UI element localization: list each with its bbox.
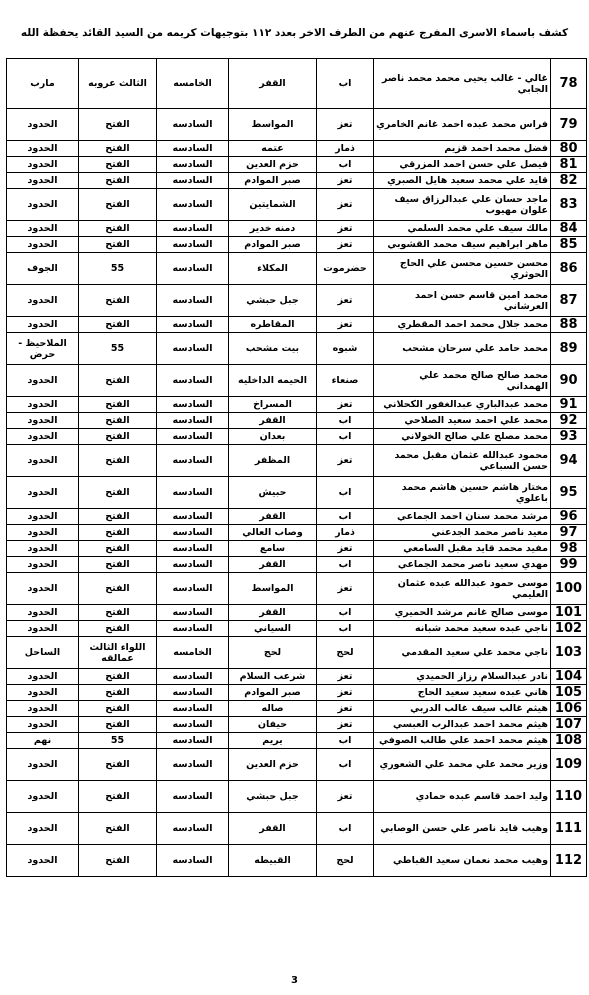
governorate-cell: تعز — [317, 717, 374, 733]
row-number-cell: 79 — [551, 109, 587, 141]
table-row — [7, 141, 587, 157]
district-cell: صبر الموادم — [229, 173, 317, 189]
front-cell: الحدود — [7, 109, 79, 141]
governorate-cell: لحج — [317, 845, 374, 877]
column-6-cell: الفتح — [79, 237, 157, 253]
front-cell: الحدود — [7, 477, 79, 509]
table-row — [7, 173, 587, 189]
front-cell: الملاحيظ - حرض — [7, 333, 79, 365]
prisoner-name-cell: نادر عبدالسلام رزاز الحميدي — [374, 669, 551, 685]
district-cell: حزم العدين — [229, 157, 317, 173]
governorate-cell: تعز — [317, 685, 374, 701]
district-cell: صبر الموادم — [229, 237, 317, 253]
row-number-cell: 92 — [551, 413, 587, 429]
front-cell: الحدود — [7, 669, 79, 685]
prisoner-name-cell: وليد احمد قاسم عبده حمادي — [374, 781, 551, 813]
front-cell: الحدود — [7, 397, 79, 413]
column-6-cell: الفتح — [79, 717, 157, 733]
table-row — [7, 605, 587, 621]
district-cell: المكلاء — [229, 253, 317, 285]
column-5-cell: السادسه — [157, 173, 229, 189]
district-cell: القفر — [229, 59, 317, 109]
document-title: كشف باسماء الاسرى المفرج عنهم من الطرف الاخر بعدد ١١٢ بتوجيهات كريمه من السيد القائد يحفظة الله — [20, 27, 569, 39]
front-cell: الحدود — [7, 717, 79, 733]
column-6-cell: الفتح — [79, 365, 157, 397]
table-row — [7, 253, 587, 285]
prisoner-name-cell: محمود عبدالله عثمان مقبل محمد حسن السباعي — [374, 445, 551, 477]
governorate-cell: تعز — [317, 397, 374, 413]
row-number-cell: 91 — [551, 397, 587, 413]
row-number-cell: 90 — [551, 365, 587, 397]
column-6-cell: الفتح — [79, 285, 157, 317]
row-number-cell: 96 — [551, 509, 587, 525]
row-number-cell: 80 — [551, 141, 587, 157]
front-cell: الحدود — [7, 621, 79, 637]
governorate-cell: تعز — [317, 669, 374, 685]
table-row — [7, 781, 587, 813]
column-5-cell: السادسه — [157, 333, 229, 365]
column-5-cell: السادسه — [157, 413, 229, 429]
prisoner-name-cell: مختار هاشم حسين هاشم محمد باعلوي — [374, 477, 551, 509]
district-cell: القبيطه — [229, 845, 317, 877]
row-number-cell: 84 — [551, 221, 587, 237]
prisoner-name-cell: محمد جلال محمد احمد المقطري — [374, 317, 551, 333]
table-row — [7, 621, 587, 637]
district-cell: الشمايتين — [229, 189, 317, 221]
district-cell: صاله — [229, 701, 317, 717]
row-number-cell: 103 — [551, 637, 587, 669]
district-cell: بعدان — [229, 429, 317, 445]
column-5-cell: السادسه — [157, 813, 229, 845]
district-cell: القفر — [229, 813, 317, 845]
table-row — [7, 59, 587, 109]
district-cell: السياني — [229, 621, 317, 637]
column-6-cell: الفتح — [79, 701, 157, 717]
district-cell: يريم — [229, 733, 317, 749]
district-cell: جبل حبشي — [229, 781, 317, 813]
front-cell: الحدود — [7, 429, 79, 445]
table-row — [7, 477, 587, 509]
column-6-cell: الفتح — [79, 813, 157, 845]
prisoner-name-cell: هاني عبده سعيد سعيد الحاج — [374, 685, 551, 701]
row-number-cell: 109 — [551, 749, 587, 781]
prisoner-name-cell: غالي - غالب يحيى محمد محمد ناصر الجابي — [374, 59, 551, 109]
row-number-cell: 89 — [551, 333, 587, 365]
row-number-cell: 88 — [551, 317, 587, 333]
district-cell: المواسط — [229, 573, 317, 605]
column-5-cell: السادسه — [157, 605, 229, 621]
governorate-cell: تعز — [317, 109, 374, 141]
prisoner-name-cell: ماهر ابراهيم سيف محمد القشوبي — [374, 237, 551, 253]
column-5-cell: السادسه — [157, 189, 229, 221]
table-row — [7, 333, 587, 365]
prisoner-name-cell: ماجد حسان علي عبدالرزاق سيف علوان مهيوب — [374, 189, 551, 221]
column-5-cell: السادسه — [157, 509, 229, 525]
row-number-cell: 85 — [551, 237, 587, 253]
front-cell: الجوف — [7, 253, 79, 285]
prisoner-name-cell: قايد علي محمد سعيد هايل الصبري — [374, 173, 551, 189]
prisoner-name-cell: فضل محمد احمد قزيم — [374, 141, 551, 157]
column-6-cell: الفتح — [79, 557, 157, 573]
column-5-cell: السادسه — [157, 541, 229, 557]
front-cell: الحدود — [7, 845, 79, 877]
table-row — [7, 701, 587, 717]
row-number-cell: 108 — [551, 733, 587, 749]
table-row — [7, 525, 587, 541]
prisoner-name-cell: موسى حمود عبدالله عبده عثمان العليمي — [374, 573, 551, 605]
governorate-cell: اب — [317, 621, 374, 637]
governorate-cell: تعز — [317, 285, 374, 317]
column-6-cell: الفتح — [79, 429, 157, 445]
row-number-cell: 100 — [551, 573, 587, 605]
front-cell: الحدود — [7, 221, 79, 237]
column-5-cell: السادسه — [157, 749, 229, 781]
column-6-cell: الفتح — [79, 621, 157, 637]
front-cell: الحدود — [7, 605, 79, 621]
prisoner-name-cell: محمد علي احمد سعيد الصلاحي — [374, 413, 551, 429]
district-cell: المقاطره — [229, 317, 317, 333]
front-cell: الحدود — [7, 781, 79, 813]
district-cell: القفر — [229, 557, 317, 573]
front-cell: الحدود — [7, 509, 79, 525]
governorate-cell: شبوه — [317, 333, 374, 365]
column-5-cell: السادسه — [157, 733, 229, 749]
table-body — [7, 59, 587, 877]
table-row — [7, 509, 587, 525]
column-6-cell: الفتح — [79, 573, 157, 605]
column-6-cell: اللواء الثالث عمالقه — [79, 637, 157, 669]
front-cell: الحدود — [7, 141, 79, 157]
row-number-cell: 111 — [551, 813, 587, 845]
row-number-cell: 101 — [551, 605, 587, 621]
table-row — [7, 813, 587, 845]
row-number-cell: 78 — [551, 59, 587, 109]
front-cell: الحدود — [7, 749, 79, 781]
column-5-cell: السادسه — [157, 717, 229, 733]
district-cell: المسراخ — [229, 397, 317, 413]
column-5-cell: السادسه — [157, 365, 229, 397]
prisoner-name-cell: محمد مصلح علي صالح الخولاني — [374, 429, 551, 445]
governorate-cell: صنعاء — [317, 365, 374, 397]
row-number-cell: 106 — [551, 701, 587, 717]
column-5-cell: السادسه — [157, 477, 229, 509]
table-row — [7, 445, 587, 477]
column-6-cell: الفتح — [79, 605, 157, 621]
prisoner-name-cell: ناجي عبده سعيد محمد شبانه — [374, 621, 551, 637]
column-5-cell: السادسه — [157, 781, 229, 813]
table-row — [7, 157, 587, 173]
column-5-cell: الخامسه — [157, 637, 229, 669]
row-number-cell: 98 — [551, 541, 587, 557]
column-5-cell: السادسه — [157, 221, 229, 237]
governorate-cell: تعز — [317, 541, 374, 557]
governorate-cell: لحج — [317, 637, 374, 669]
column-6-cell: الفتح — [79, 189, 157, 221]
governorate-cell: اب — [317, 509, 374, 525]
district-cell: بيت مشحب — [229, 333, 317, 365]
column-6-cell: الفتح — [79, 845, 157, 877]
table-row — [7, 717, 587, 733]
column-6-cell: الفتح — [79, 109, 157, 141]
column-6-cell: 55 — [79, 733, 157, 749]
column-5-cell: السادسه — [157, 157, 229, 173]
table-row — [7, 541, 587, 557]
district-cell: المظفر — [229, 445, 317, 477]
table-row — [7, 397, 587, 413]
column-5-cell: السادسه — [157, 557, 229, 573]
row-number-cell: 107 — [551, 717, 587, 733]
column-6-cell: الفتح — [79, 157, 157, 173]
column-6-cell: الفتح — [79, 781, 157, 813]
governorate-cell: اب — [317, 413, 374, 429]
front-cell: الحدود — [7, 189, 79, 221]
front-cell: الحدود — [7, 557, 79, 573]
column-6-cell: الفتح — [79, 173, 157, 189]
column-6-cell: الفتح — [79, 525, 157, 541]
row-number-cell: 94 — [551, 445, 587, 477]
prisoner-name-cell: وهيب قايد ناصر علي حسن الوصابي — [374, 813, 551, 845]
front-cell: الحدود — [7, 237, 79, 253]
row-number-cell: 81 — [551, 157, 587, 173]
table-row — [7, 365, 587, 397]
column-5-cell: السادسه — [157, 621, 229, 637]
table-row — [7, 845, 587, 877]
district-cell: حيفان — [229, 717, 317, 733]
column-6-cell: الفتح — [79, 141, 157, 157]
row-number-cell: 87 — [551, 285, 587, 317]
table-row — [7, 573, 587, 605]
row-number-cell: 86 — [551, 253, 587, 285]
governorate-cell: تعز — [317, 317, 374, 333]
table-row — [7, 221, 587, 237]
row-number-cell: 95 — [551, 477, 587, 509]
column-5-cell: السادسه — [157, 573, 229, 605]
prisoner-name-cell: مفيد محمد قايد مقبل السامعي — [374, 541, 551, 557]
governorate-cell: اب — [317, 429, 374, 445]
governorate-cell: تعز — [317, 701, 374, 717]
prisoner-name-cell: محمد امين قاسم حسن احمد العرشاني — [374, 285, 551, 317]
prisoner-name-cell: محمد صالح صالح محمد علي الهمداني — [374, 365, 551, 397]
table-row — [7, 685, 587, 701]
front-cell: الحدود — [7, 285, 79, 317]
column-5-cell: السادسه — [157, 429, 229, 445]
column-6-cell: الفتح — [79, 397, 157, 413]
column-6-cell: 55 — [79, 253, 157, 285]
district-cell: القفر — [229, 509, 317, 525]
column-6-cell: الفتح — [79, 685, 157, 701]
column-6-cell: الفتح — [79, 413, 157, 429]
row-number-cell: 83 — [551, 189, 587, 221]
column-6-cell: الثالث عروبه — [79, 59, 157, 109]
row-number-cell: 102 — [551, 621, 587, 637]
governorate-cell: اب — [317, 813, 374, 845]
prisoner-name-cell: مرشد محمد سنان احمد الجماعي — [374, 509, 551, 525]
column-6-cell: الفتح — [79, 445, 157, 477]
column-6-cell: الفتح — [79, 509, 157, 525]
column-6-cell: الفتح — [79, 221, 157, 237]
table-row — [7, 557, 587, 573]
front-cell: الحدود — [7, 317, 79, 333]
column-5-cell: السادسه — [157, 525, 229, 541]
prisoner-name-cell: محسن حسين محسن علي الحاج الحوثري — [374, 253, 551, 285]
governorate-cell: حضرموت — [317, 253, 374, 285]
row-number-cell: 93 — [551, 429, 587, 445]
district-cell: حبيش — [229, 477, 317, 509]
district-cell: دمنه خدير — [229, 221, 317, 237]
table-row — [7, 317, 587, 333]
governorate-cell: ذمار — [317, 525, 374, 541]
column-6-cell: الفتح — [79, 669, 157, 685]
table-row — [7, 237, 587, 253]
front-cell: الحدود — [7, 525, 79, 541]
district-cell: عتمه — [229, 141, 317, 157]
row-number-cell: 97 — [551, 525, 587, 541]
front-cell: الحدود — [7, 813, 79, 845]
column-5-cell: السادسه — [157, 701, 229, 717]
column-5-cell: السادسه — [157, 685, 229, 701]
front-cell: الحدود — [7, 157, 79, 173]
district-cell: القفر — [229, 605, 317, 621]
front-cell: الحدود — [7, 685, 79, 701]
governorate-cell: تعز — [317, 237, 374, 253]
district-cell: القفر — [229, 413, 317, 429]
prisoner-name-cell: محمد عبدالباري عبدالغفور الكحلاني — [374, 397, 551, 413]
column-5-cell: السادسه — [157, 237, 229, 253]
page-number: 3 — [291, 975, 298, 986]
table-row — [7, 669, 587, 685]
column-5-cell: السادسه — [157, 109, 229, 141]
prisoner-name-cell: وهيب محمد نعمان سعيد القباطي — [374, 845, 551, 877]
prisoner-name-cell: هيثم محمد احمد علي طالب الصوفي — [374, 733, 551, 749]
front-cell: الحدود — [7, 445, 79, 477]
front-cell: مارب — [7, 59, 79, 109]
column-5-cell: الخامسه — [157, 59, 229, 109]
row-number-cell: 110 — [551, 781, 587, 813]
district-cell: حزم العدين — [229, 749, 317, 781]
front-cell: الحدود — [7, 701, 79, 717]
district-cell: المواسط — [229, 109, 317, 141]
prisoner-name-cell: معيد ناصر محمد الجدعني — [374, 525, 551, 541]
district-cell: الحيمه الداخليه — [229, 365, 317, 397]
governorate-cell: اب — [317, 749, 374, 781]
governorate-cell: اب — [317, 557, 374, 573]
prisoner-name-cell: محمد حامد علي سرحان مشحب — [374, 333, 551, 365]
district-cell: شرعب السلام — [229, 669, 317, 685]
column-6-cell: الفتح — [79, 749, 157, 781]
column-5-cell: السادسه — [157, 845, 229, 877]
district-cell: لحج — [229, 637, 317, 669]
front-cell: الحدود — [7, 413, 79, 429]
table-row — [7, 429, 587, 445]
row-number-cell: 104 — [551, 669, 587, 685]
district-cell: جبل حبشي — [229, 285, 317, 317]
table-row — [7, 285, 587, 317]
prisoner-name-cell: فراس محمد عبده احمد غانم الخامري — [374, 109, 551, 141]
front-cell: الحدود — [7, 173, 79, 189]
front-cell: الحدود — [7, 365, 79, 397]
prisoner-name-cell: هيثم غالب سيف غالب الدربي — [374, 701, 551, 717]
row-number-cell: 99 — [551, 557, 587, 573]
front-cell: نهم — [7, 733, 79, 749]
column-5-cell: السادسه — [157, 669, 229, 685]
governorate-cell: تعز — [317, 189, 374, 221]
governorate-cell: تعز — [317, 445, 374, 477]
table-row — [7, 749, 587, 781]
column-5-cell: السادسه — [157, 445, 229, 477]
column-5-cell: السادسه — [157, 141, 229, 157]
governorate-cell: تعز — [317, 781, 374, 813]
prisoner-name-cell: هيثم محمد احمد عبدالرب العبسي — [374, 717, 551, 733]
row-number-cell: 82 — [551, 173, 587, 189]
front-cell: الساحل — [7, 637, 79, 669]
governorate-cell: اب — [317, 477, 374, 509]
governorate-cell: تعز — [317, 221, 374, 237]
prisoner-name-cell: وزير محمد علي محمد علي الشعوري — [374, 749, 551, 781]
column-6-cell: الفتح — [79, 317, 157, 333]
column-5-cell: السادسه — [157, 285, 229, 317]
governorate-cell: تعز — [317, 573, 374, 605]
table-row — [7, 189, 587, 221]
column-6-cell: الفتح — [79, 541, 157, 557]
table-row — [7, 413, 587, 429]
table-row — [7, 733, 587, 749]
table-row — [7, 637, 587, 669]
district-cell: صبر الموادم — [229, 685, 317, 701]
prisoner-name-cell: موسى صالح غانم مرشد الحميري — [374, 605, 551, 621]
prisoner-name-cell: ناجي محمد علي سعيد المقدمي — [374, 637, 551, 669]
governorate-cell: ذمار — [317, 141, 374, 157]
row-number-cell: 112 — [551, 845, 587, 877]
governorate-cell: اب — [317, 59, 374, 109]
column-6-cell: 55 — [79, 333, 157, 365]
district-cell: وصاب العالي — [229, 525, 317, 541]
column-6-cell: الفتح — [79, 477, 157, 509]
column-5-cell: السادسه — [157, 397, 229, 413]
column-5-cell: السادسه — [157, 253, 229, 285]
front-cell: الحدود — [7, 573, 79, 605]
front-cell: الحدود — [7, 541, 79, 557]
governorate-cell: اب — [317, 157, 374, 173]
governorate-cell: اب — [317, 733, 374, 749]
table-row — [7, 109, 587, 141]
prisoner-name-cell: مهدي سعيد ناصر محمد الجماعي — [374, 557, 551, 573]
district-cell: سامع — [229, 541, 317, 557]
governorate-cell: اب — [317, 605, 374, 621]
prisoners-table — [6, 58, 587, 877]
row-number-cell: 105 — [551, 685, 587, 701]
column-5-cell: السادسه — [157, 317, 229, 333]
prisoner-name-cell: مالك سيف علي محمد السلمي — [374, 221, 551, 237]
governorate-cell: تعز — [317, 173, 374, 189]
prisoner-name-cell: فيصل علي حسن احمد المزرقي — [374, 157, 551, 173]
